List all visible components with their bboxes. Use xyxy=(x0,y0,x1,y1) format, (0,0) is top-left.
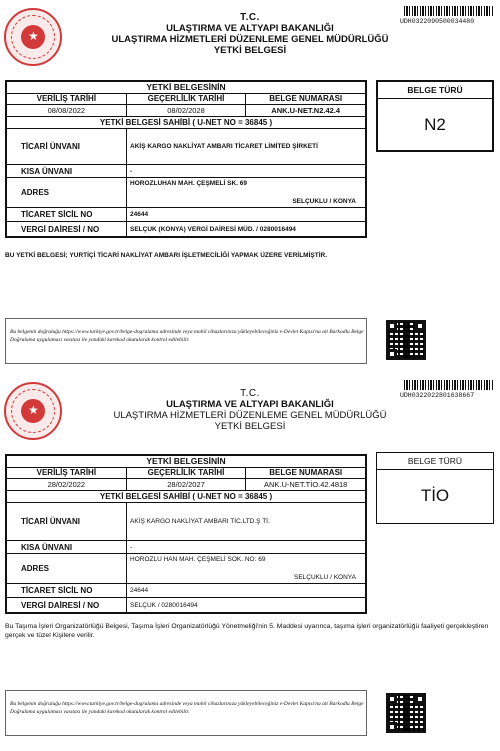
qr-code xyxy=(386,320,426,360)
address-line2: SELÇUKLU / KONYA xyxy=(292,198,356,205)
header-doc-number: BELGE NUMARASI xyxy=(269,94,343,103)
field-trade-name xyxy=(7,503,365,541)
trade-name-label: TİCARİ ÜNVANI xyxy=(7,129,127,164)
column-headers xyxy=(7,94,365,105)
tax-value: SELÇUK (KONYA) VERGİ DAİRESİ MÜD. / 0280016494 xyxy=(130,225,296,233)
issue-date: 28/02/2022 xyxy=(7,479,127,490)
document-header xyxy=(70,388,430,432)
verification-box xyxy=(5,318,367,364)
field-tax xyxy=(7,598,365,612)
verification-text: Bu belgenin doğruluğu https://www.turkiye.gov.tr/belge-dogrulama adresinde veya mobil cihazlarınıza yükleyebileceğiniz e-Devlet Kapısı'na ait Barkodlu Belge Doğrulama uygulaması vasıtası ile yandaki karekod okutularak kontrol edilebilir. xyxy=(10,701,364,715)
tax-label: VERGİ DAİRESİ / NO xyxy=(7,222,127,236)
ministry-seal-logo: ★ xyxy=(4,8,62,66)
address-label: ADRES xyxy=(7,178,127,207)
header-ministry: ULAŞTIRMA VE ALTYAPI BAKANLIĞI xyxy=(166,399,334,410)
doc-type-box xyxy=(376,80,494,152)
box-title: YETKİ BELGESİNİN xyxy=(7,82,365,94)
barcode-number: UDH0322090500034480 xyxy=(400,18,475,25)
owner-label: YETKİ BELGESİ SAHİBİ ( U-NET NO = 36845 ) xyxy=(7,117,365,129)
short-name-value: - xyxy=(130,167,133,175)
trade-name-value: AKİŞ KARGO NAKLİYAT AMBARI TİCARET LİMİTED ŞİRKETİ xyxy=(130,143,318,150)
barcode xyxy=(404,380,494,390)
doc-number: ANK.U-NET.N2.42.4 xyxy=(271,106,341,115)
header-directorate: ULAŞTIRMA HİZMETLERİ DÜZENLEME GENEL MÜDÜRLÜĞÜ xyxy=(113,410,387,421)
barcode xyxy=(404,6,494,16)
doc-type-value: TİO xyxy=(420,486,450,505)
column-values xyxy=(7,479,365,491)
column-headers xyxy=(7,468,365,479)
address-line1: HOROZLU HAN MAH. ÇEŞMELİ SOK. NO: 69 xyxy=(130,556,266,563)
field-tax xyxy=(7,222,365,236)
certificate-note: Bu Taşıma İşleri Organizatörlüğü Belgesi, Taşıma İşleri Organizatörlüğü Yönetmeliği'nin 5. Maddesi uyarınca, taşıma işleri organizatörlüğü faaliyeti gerçekleştiren gerçek ve tüzel Kişilere verilir. xyxy=(5,623,489,639)
header-issue-date: VERİLİŞ TARİHİ xyxy=(7,468,127,478)
registry-value: 24644 xyxy=(130,211,149,218)
address-value xyxy=(127,554,365,583)
validity-date: 08/02/2028 xyxy=(127,105,247,116)
barcode-number: UDH0322022801638667 xyxy=(400,392,475,399)
certificate-main-box xyxy=(5,80,367,238)
validity-date: 28/02/2027 xyxy=(127,479,247,490)
header-validity-date: GEÇERLİLİK TARİHİ xyxy=(127,94,247,104)
short-name-label: KISA ÜNVANI xyxy=(7,165,127,177)
ministry-seal-logo: ★ xyxy=(4,382,62,440)
header-directorate: ULAŞTIRMA HİZMETLERİ DÜZENLEME GENEL MÜDÜRLÜĞÜ xyxy=(111,34,389,45)
header-ministry: ULAŞTIRMA VE ALTYAPI BAKANLIĞI xyxy=(166,23,334,34)
column-values xyxy=(7,105,365,117)
address-value xyxy=(127,178,365,207)
short-name-label: KISA ÜNVANI xyxy=(7,541,127,553)
field-short-name xyxy=(7,165,365,178)
registry-label: TİCARET SİCİL NO xyxy=(7,208,127,221)
header-tc: T.C. xyxy=(240,388,260,399)
certificate-n2 xyxy=(0,0,500,375)
address-line2: SELÇUKLU / KONYA xyxy=(293,574,356,581)
registry-value: 24644 xyxy=(130,587,149,594)
doc-type-label: BELGE TÜRÜ xyxy=(378,82,492,99)
field-trade-name xyxy=(7,129,365,165)
doc-type-value: N2 xyxy=(424,115,446,134)
certificate-main-box xyxy=(5,454,367,614)
address-label: ADRES xyxy=(7,554,127,583)
header-doc-title: YETKİ BELGESİ xyxy=(213,45,287,56)
certificate-tio xyxy=(0,376,500,751)
header-issue-date: VERİLİŞ TARİHİ xyxy=(7,94,127,104)
certificate-note: BU YETKİ BELGESİ; YURTİÇİ TİCARİ NAKLİYAT AMBARI İŞLETMECİLİĞİ YAPMAK ÜZERE VERİLMİŞTİR. xyxy=(5,252,328,259)
header-tc: T.C. xyxy=(240,12,260,23)
owner-label: YETKİ BELGESİ SAHİBİ ( U-NET NO = 36845 ) xyxy=(7,491,365,503)
field-registry xyxy=(7,208,365,222)
document-header xyxy=(70,12,430,56)
verification-box xyxy=(5,690,367,736)
tax-label: VERGİ DAİRESİ / NO xyxy=(7,598,127,612)
doc-number: ANK.U-NET.TİO.42.4818 xyxy=(263,480,348,489)
address-line1: HOROZLUHAN MAH. ÇEŞMELİ SK. 69 xyxy=(130,180,248,187)
issue-date: 08/08/2022 xyxy=(7,105,127,116)
doc-type-box xyxy=(376,452,494,524)
trade-name-value: AKİŞ KARGO NAKLİYAT AMBARI TİC.LTD.Ş Tİ. xyxy=(130,518,270,525)
header-doc-number: BELGE NUMARASI xyxy=(269,468,343,477)
qr-code xyxy=(386,693,426,733)
field-registry xyxy=(7,584,365,598)
verification-text: Bu belgenin doğruluğu https://www.turkiye.gov.tr/belge-dogrulama adresinde veya mobil cihazlarınıza yükleyebileceğiniz e-Devlet Kapısı'na ait Barkodlu Belge Doğrulama uygulaması vasıtası ile yandaki karekod okutularak kontrol edilebilir. xyxy=(10,329,364,343)
header-validity-date: GEÇERLİLİK TARİHİ xyxy=(127,468,247,478)
doc-type-label: BELGE TÜRÜ xyxy=(377,453,493,470)
field-address xyxy=(7,554,365,584)
short-name-value: - xyxy=(130,543,133,551)
header-doc-title: YETKİ BELGESİ xyxy=(214,421,286,432)
tax-value: SELÇUK / 0280016494 xyxy=(130,601,198,609)
registry-label: TİCARET SİCİL NO xyxy=(7,584,127,597)
box-title: YETKİ BELGESİNİN xyxy=(7,456,365,468)
field-short-name xyxy=(7,541,365,554)
field-address xyxy=(7,178,365,208)
trade-name-label: TİCARİ ÜNVANI xyxy=(7,503,127,540)
